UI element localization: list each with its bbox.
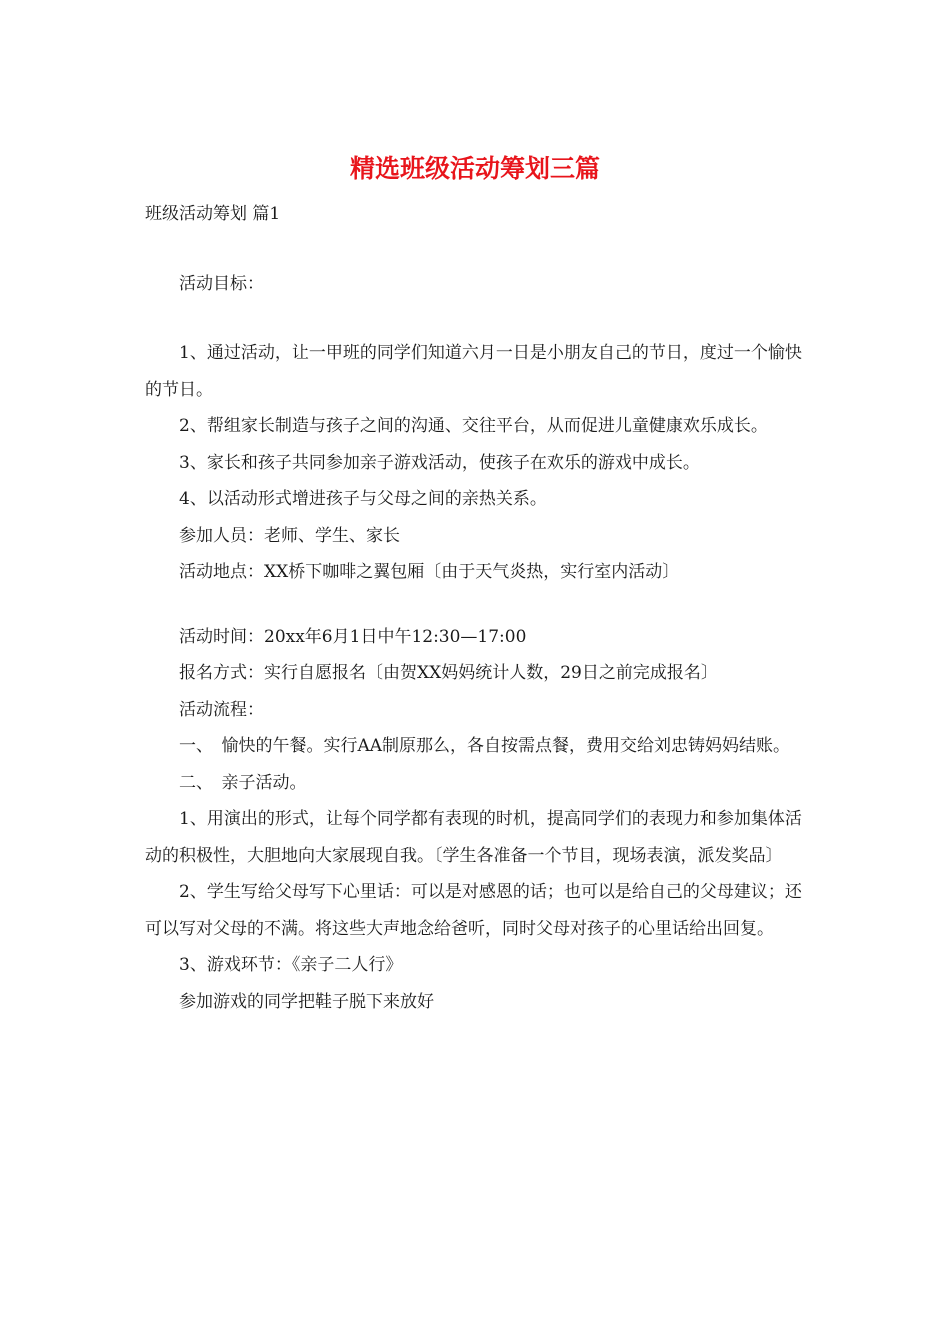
section-heading: 班级活动筹划 篇1 [145,204,281,224]
paragraph-goal-heading: 活动目标： [179,273,264,294]
paragraph-process-1: 一、 愉快的午餐。实行AA制原那么，各自按需点餐，费用交给刘忠铸妈妈结账。 [179,736,791,756]
paragraph-game-rule: 参加游戏的同学把鞋子脱下来放好 [179,991,434,1012]
paragraph-activity-2: 2、学生写给父母写下心里话：可以是对感恩的话；也可以是给自己的父母建议；还可以写对父母的不满。将这些大声地念给爸听，同时父母对孩子的心里话给出回复。 [145,882,802,939]
paragraph-goal-1: 1、通过活动，让一甲班的同学们知道六月一日是小朋友自己的节日，度过一个愉快的节日。 [145,343,802,400]
paragraph-process-2: 二、 亲子活动。 [179,772,307,793]
paragraph-goal-3: 3、家长和孩子共同参加亲子游戏活动，使孩子在欢乐的游戏中成长。 [179,452,700,473]
paragraph-location: 活动地点：XX桥下咖啡之翼包厢〔由于天气炎热，实行室内活动〕 [179,562,680,582]
paragraph-registration: 报名方式：实行自愿报名〔由贺XX妈妈统计人数，29日之前完成报名〕 [179,663,718,683]
paragraph-goal-4: 4、以活动形式增进孩子与父母之间的亲热关系。 [179,489,547,509]
document-body [145,196,807,1020]
document-title: 精选班级活动筹划三篇 [349,154,600,183]
paragraph-process-heading: 活动流程： [179,699,264,720]
paragraph-participants: 参加人员：老师、学生、家长 [179,525,400,546]
paragraph-goal-2: 2、帮组家长制造与孩子之间的沟通、交往平台，从而促进儿童健康欢乐成长。 [179,416,768,436]
paragraph-activity-1: 1、用演出的形式，让每个同学都有表现的时机，提高同学们的表现力和参加集体活动的积极性，大胆地向大家展现自我。〔学生各准备一个节目，现场表演，派发奖品〕 [145,809,802,866]
paragraph-activity-3: 3、游戏环节：《亲子二人行》 [179,955,403,975]
paragraph-time: 活动时间：20xx年6月1日中午12:30—17:00 [179,626,527,647]
